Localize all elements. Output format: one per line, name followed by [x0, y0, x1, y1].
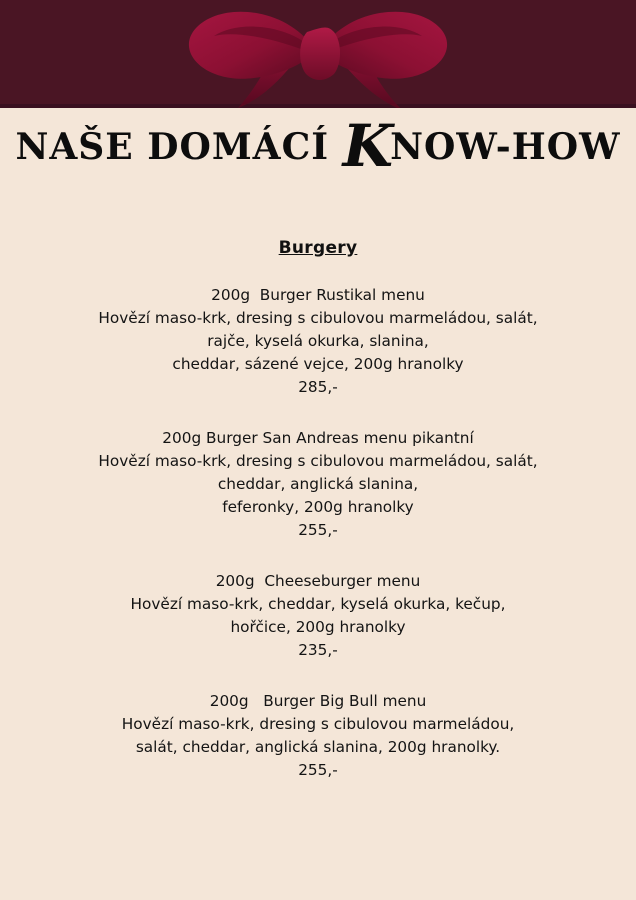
section-heading-burgery: Burgery	[278, 238, 358, 258]
menu-item-line: Hovězí maso-krk, cheddar, kyselá okurka, kečup,	[130, 595, 506, 613]
menu-item-line: 200g Burger Big Bull menu	[209, 692, 427, 710]
menu-item-price: 255,-	[298, 521, 338, 539]
top-banner	[0, 0, 636, 108]
menu-item-line: 200g Burger San Andreas menu pikantní	[162, 429, 474, 447]
title-rest-text: NOW-HOW	[390, 126, 621, 168]
title-area	[0, 108, 636, 216]
menu-item-line: 200g Cheeseburger menu	[215, 572, 421, 590]
menu-item-line: cheddar, anglická slanina,	[217, 475, 419, 493]
title-main-text: NAŠE DOMÁCÍ	[15, 126, 330, 168]
page-title	[0, 112, 636, 180]
menu-item-line: salát, cheddar, anglická slanina, 200g hranolky.	[135, 738, 501, 756]
menu-item-line: Hovězí maso-krk, dresing s cibulovou marmeládou, salát,	[98, 452, 538, 470]
menu-item-price: 255,-	[298, 761, 338, 779]
menu-item	[0, 284, 636, 399]
menu-item-price: 285,-	[298, 378, 338, 396]
menu-item-line: feferonky, 200g hranolky	[222, 498, 414, 516]
menu-item-line: 200g Burger Rustikal menu	[211, 286, 425, 304]
menu-item	[0, 690, 636, 782]
menu-item-price: 235,-	[298, 641, 338, 659]
title-initial-k: K	[342, 112, 395, 180]
menu-item-line: hořčice, 200g hranolky	[230, 618, 406, 636]
menu-item	[0, 570, 636, 662]
menu-item-line: cheddar, sázené vejce, 200g hranolky	[172, 355, 464, 373]
menu-body	[0, 216, 636, 782]
menu-item-line: rajče, kyselá okurka, slanina,	[207, 332, 429, 350]
menu-item-line: Hovězí maso-krk, dresing s cibulovou marmeládou, salát,	[98, 309, 538, 327]
menu-item-line: Hovězí maso-krk, dresing s cibulovou marmeládou,	[121, 715, 515, 733]
menu-item	[0, 427, 636, 542]
